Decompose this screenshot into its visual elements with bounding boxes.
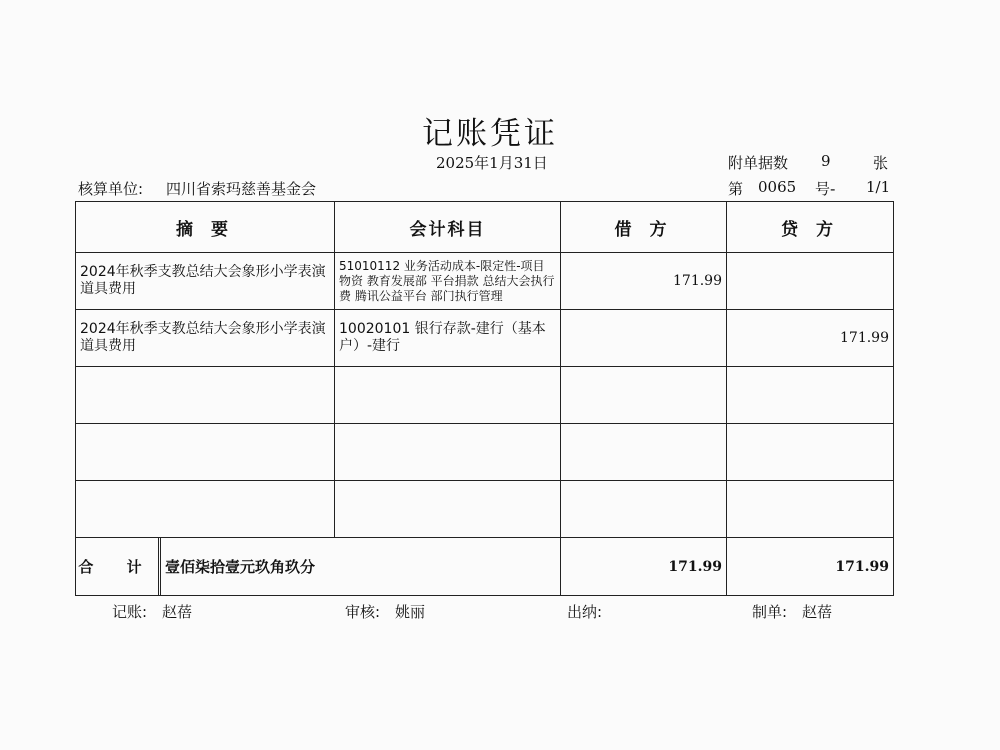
total-merged-cell: [76, 538, 561, 596]
reviewer-name: 姚丽: [395, 603, 426, 621]
total-label: 合 计: [76, 538, 161, 595]
total-debit: 171.99: [561, 538, 727, 596]
table-header-row: [76, 202, 894, 253]
table-row: [76, 253, 894, 310]
page-indicator: 1/1: [866, 178, 891, 196]
table-row: [76, 310, 894, 367]
row-summary: 2024年秋季支教总结大会象形小学表演道具费用: [76, 253, 335, 310]
unit-label: 核算单位:: [78, 180, 144, 198]
table-row-empty: [76, 367, 894, 424]
empty-cell: [335, 481, 561, 538]
empty-cell: [76, 424, 335, 481]
empty-cell: [76, 481, 335, 538]
row-account: 10020101 银行存款-建行（基本户）-建行: [335, 310, 561, 367]
empty-cell: [76, 367, 335, 424]
empty-cell: [335, 424, 561, 481]
unit-name: 四川省索玛慈善基金会: [166, 180, 317, 198]
bookkeeper-name: 赵蓓: [162, 603, 193, 621]
total-row: [76, 538, 894, 596]
attachments-label: 附单据数: [728, 154, 789, 172]
header-debit: 借 方: [561, 202, 727, 253]
row-credit: 171.99: [727, 310, 894, 367]
empty-cell: [561, 424, 727, 481]
row-credit: [727, 253, 894, 310]
empty-cell: [561, 481, 727, 538]
voucher-table: [75, 201, 894, 596]
table-row-empty: [76, 424, 894, 481]
header-credit: 贷 方: [727, 202, 894, 253]
table-row-empty: [76, 481, 894, 538]
total-credit: 171.99: [727, 538, 894, 596]
empty-cell: [727, 367, 894, 424]
empty-cell: [727, 424, 894, 481]
voucher-title: 记账凭证: [422, 116, 558, 152]
attachments-unit: 张: [873, 154, 889, 172]
number-suffix: 号-: [815, 180, 836, 198]
row-account: 51010112 业务活动成本-限定性-项目物资 教育发展部 平台捐款 总结大会执行费 腾讯公益平台 部门执行管理: [335, 253, 561, 310]
voucher-date: 2025年1月31日: [436, 154, 548, 172]
cashier-label: 出纳:: [567, 603, 603, 621]
preparer-name: 赵蓓: [802, 603, 833, 621]
preparer-label: 制单:: [752, 603, 788, 621]
row-debit: [561, 310, 727, 367]
empty-cell: [561, 367, 727, 424]
number-prefix: 第: [728, 180, 744, 198]
header-summary: 摘 要: [76, 202, 335, 253]
empty-cell: [727, 481, 894, 538]
empty-cell: [335, 367, 561, 424]
attachments-count: 9: [821, 152, 831, 170]
total-amount-in-words: 壹佰柒拾壹元玖角玖分: [165, 558, 316, 576]
row-debit: 171.99: [561, 253, 727, 310]
bookkeeper-label: 记账:: [112, 603, 148, 621]
row-summary: 2024年秋季支教总结大会象形小学表演道具费用: [76, 310, 335, 367]
header-account: 会计科目: [335, 202, 561, 253]
voucher-number: 0065: [758, 178, 797, 196]
reviewer-label: 审核:: [345, 603, 381, 621]
